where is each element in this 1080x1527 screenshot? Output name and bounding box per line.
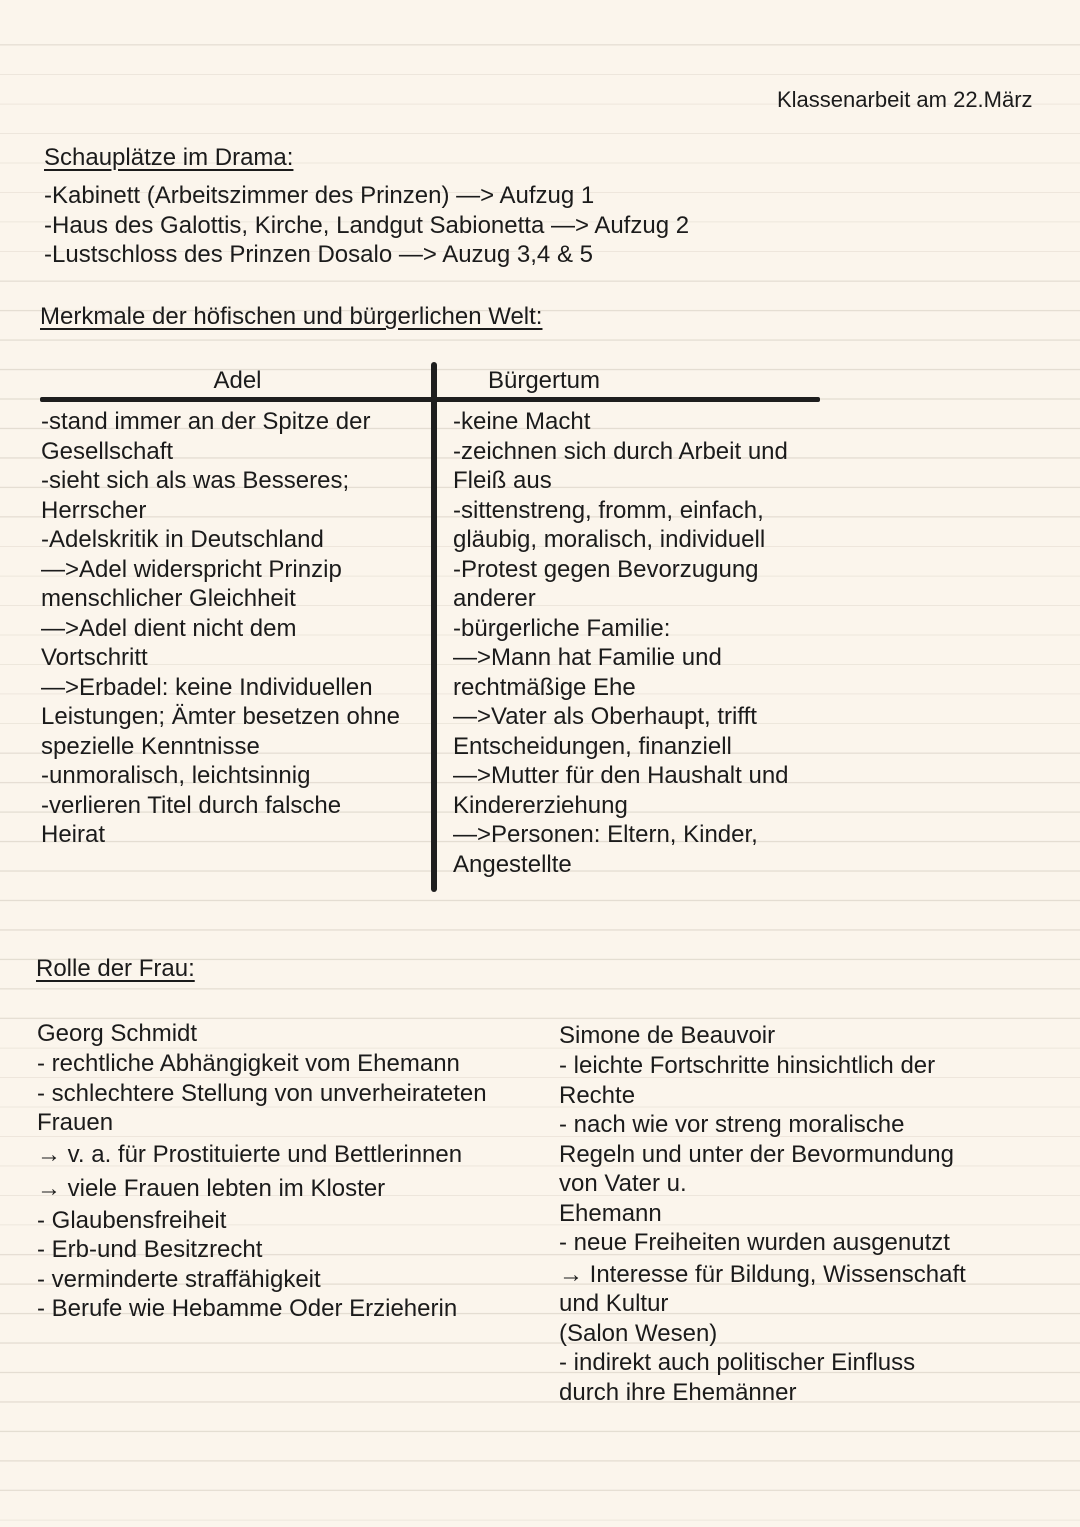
list-item: rechtmäßige Ehe xyxy=(453,673,636,701)
list-item: - schlechtere Stellung von unverheirateten xyxy=(37,1079,487,1107)
list-item: -Protest gegen Bevorzugung xyxy=(453,555,759,583)
list-item: -Lustschloss des Prinzen Dosalo —> Auzug 3,4 & 5 xyxy=(44,241,593,268)
list-item: Frauen xyxy=(37,1109,114,1136)
list-item: Fleiß aus xyxy=(453,467,552,494)
list-item: → v. a. für Prostituierte und Bettlerinnen xyxy=(37,1140,463,1168)
list-item: und Kultur xyxy=(559,1290,669,1317)
list-item: - rechtliche Abhängigkeit vom Ehemann xyxy=(37,1050,460,1077)
column-header-buergertum xyxy=(435,366,880,396)
list-item: —>Mann hat Familie und xyxy=(453,644,722,671)
author-name-schmidt: Georg Schmidt xyxy=(37,1020,198,1047)
section-heading-rolle-der-frau: Rolle der Frau: xyxy=(36,955,195,982)
list-item: —>Adel dient nicht dem xyxy=(41,614,297,642)
list-item: -zeichnen sich durch Arbeit und xyxy=(453,437,788,465)
list-item: - Glaubensfreiheit xyxy=(37,1206,227,1234)
list-item: Vortschritt xyxy=(41,644,148,671)
list-item: Kindererziehung xyxy=(453,791,628,819)
list-item: - leichte Fortschritte hinsichtlich der xyxy=(559,1052,936,1079)
column-header-buergertum-label: Bürgertum xyxy=(487,367,601,394)
list-item: Angestellte xyxy=(453,850,572,878)
list-item: —>Mutter für den Haushalt und xyxy=(453,762,789,789)
list-item: -unmoralisch, leichtsinnig xyxy=(41,762,311,789)
list-item: -keine Macht xyxy=(453,408,591,435)
list-item: —>Erbadel: keine Individuellen xyxy=(41,673,373,701)
list-item: Herrscher xyxy=(41,496,147,524)
list-item: (Salon Wesen) xyxy=(559,1319,718,1347)
section-heading-schauplaetze: Schauplätze im Drama: xyxy=(44,144,294,171)
list-item: - Berufe wie Hebamme Oder Erzieherin xyxy=(37,1295,458,1322)
list-item: → Interesse für Bildung, Wissenschaft xyxy=(559,1260,966,1288)
table-vertical-rule xyxy=(431,362,437,892)
list-item: -Kabinett (Arbeitszimmer des Prinzen) —> Aufzug 1 xyxy=(44,182,595,209)
list-item: -verlieren Titel durch falsche xyxy=(41,791,342,819)
list-item: Rechte xyxy=(559,1081,636,1109)
list-item: —>Vater als Oberhaupt, trifft xyxy=(453,703,757,730)
list-item: gläubig, moralisch, individuell xyxy=(453,526,766,553)
list-item: Heirat xyxy=(41,821,106,848)
list-item: → viele Frauen lebten im Kloster xyxy=(37,1175,386,1202)
list-item: -Adelskritik in Deutschland xyxy=(41,526,324,553)
list-item: Leistungen; Ämter besetzen ohne xyxy=(41,703,400,730)
list-item: -stand immer an der Spitze der xyxy=(41,408,371,435)
list-item: Entscheidungen, finanziell xyxy=(453,732,732,760)
adel-column xyxy=(41,407,400,850)
table-horizontal-rule xyxy=(40,397,820,402)
buergertum-column xyxy=(453,407,789,879)
list-item: - verminderte straffähigkeit xyxy=(37,1265,321,1293)
section-heading-merkmale: Merkmale der höfischen und bürgerlichen Welt: xyxy=(40,303,543,330)
list-item: —>Adel widerspricht Prinzip xyxy=(41,555,342,583)
list-item: Ehemann xyxy=(559,1199,662,1227)
list-item: —>Personen: Eltern, Kinder, xyxy=(453,821,758,848)
list-item: - Erb-und Besitzrecht xyxy=(37,1236,263,1263)
exam-date-note: Klassenarbeit am 22.März xyxy=(777,87,1033,112)
column-header-adel: Adel xyxy=(213,367,262,394)
list-item: -sittenstreng, fromm, einfach, xyxy=(453,496,764,524)
list-item: - indirekt auch politischer Einfluss xyxy=(559,1349,916,1376)
list-item: durch ihre Ehemänner xyxy=(559,1378,797,1406)
list-item: spezielle Kenntnisse xyxy=(41,732,260,760)
schauplaetze-list xyxy=(44,181,689,270)
list-item: Gesellschaft xyxy=(41,437,174,465)
list-item: von Vater u. xyxy=(559,1170,687,1197)
list-item: -bürgerliche Familie: xyxy=(453,614,671,642)
list-item: -sieht sich als was Besseres; xyxy=(41,467,350,494)
list-item: - nach wie vor streng moralische xyxy=(559,1111,905,1138)
schmidt-notes xyxy=(37,1049,487,1324)
list-item: menschlicher Gleichheit xyxy=(41,585,296,612)
list-item: anderer xyxy=(453,585,536,612)
author-name-beauvoir: Simone de Beauvoir xyxy=(559,1022,776,1049)
list-item: -Haus des Galottis, Kirche, Landgut Sabionetta —> Aufzug 2 xyxy=(44,211,690,239)
beauvoir-notes xyxy=(559,1051,966,1407)
list-item: - neue Freiheiten wurden ausgenutzt xyxy=(559,1229,950,1256)
list-item: Regeln und unter der Bevormundung xyxy=(559,1140,954,1168)
